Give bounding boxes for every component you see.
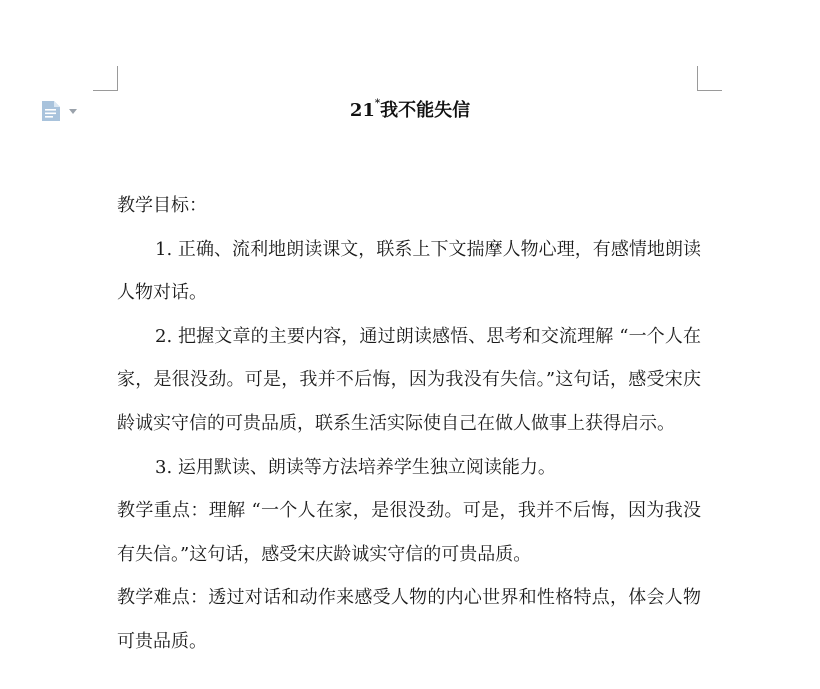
margin-corner-top-right [697, 66, 722, 91]
objective-2: 2. 把握文章的主要内容，通过朗读感悟、思考和交流理解 “一个人在家，是很没劲。可是，我并不后悔，因为我没有失信。”这句话，感受宋庆龄诚实守信的可贵品质，联系生活实际使自己在做人做事上获得启示。 [117, 325, 701, 434]
title-number: 21 [349, 100, 375, 121]
document-title [0, 97, 820, 125]
key-points: 教学重点：理解 “一个人在家，是很没劲。可是，我并不后悔，因为我没有失信。”这句话，感受宋庆龄诚实守信的可贵品质。 [117, 500, 701, 565]
title-mark: * [374, 98, 381, 109]
document-body [117, 184, 701, 664]
margin-corner-top-left [93, 66, 118, 91]
objectives-heading: 教学目标： [117, 195, 207, 216]
objective-3: 3. 运用默读、朗读等方法培养学生独立阅读能力。 [155, 456, 556, 478]
difficult-points: 教学难点：透过对话和动作来感受人物的内心世界和性格特点，体会人物可贵品质。 [117, 587, 701, 652]
objective-1: 1. 正确、流利地朗读课文，联系上下文揣摩人物心理，有感情地朗读人物对话。 [117, 238, 701, 304]
title-text: 我不能失信 [380, 100, 471, 121]
